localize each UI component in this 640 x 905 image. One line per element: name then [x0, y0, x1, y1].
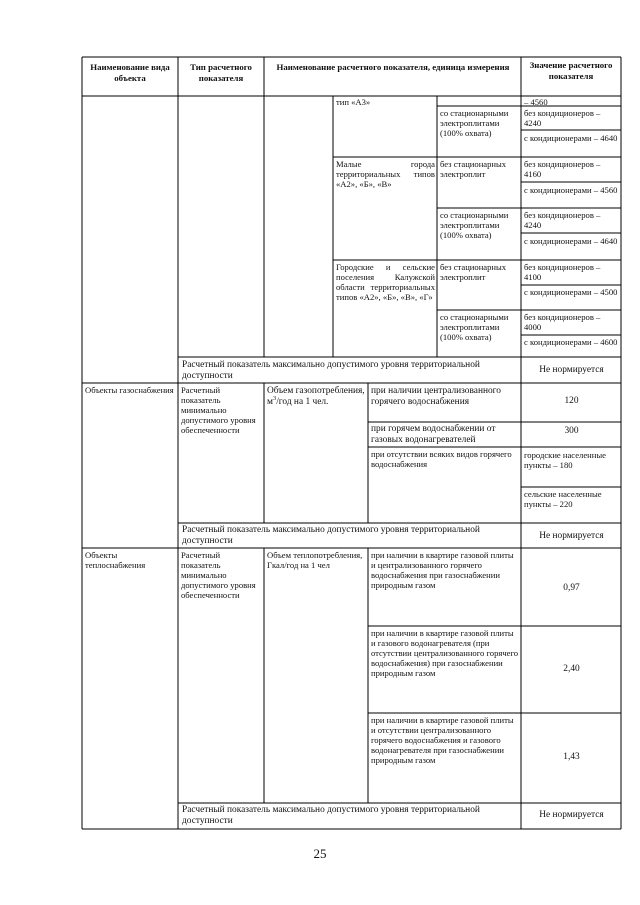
- gas-object: Объекты газоснабжения: [85, 385, 174, 395]
- gas-row3-value-rural: сельские населенные пункты – 220: [524, 489, 602, 509]
- gas-row1-value: 120: [564, 396, 579, 406]
- gas-indicator: [267, 386, 366, 408]
- heat-object: Объекты теплоснабжения: [85, 550, 146, 570]
- elec-a3-stove-no-ac: без кондиционеров – 4240: [524, 108, 601, 128]
- elec-rural-nostove-ac: с кондиционерами – 4500: [524, 287, 618, 297]
- gas-indicator-unit-sup: 3: [272, 394, 277, 402]
- elec-small-label: Малые города территориальных типов «А2», «Б», «В»: [336, 159, 435, 189]
- gas-access-label: Расчетный показатель максимально допустимого уровня территориальной доступности: [182, 525, 480, 546]
- heat-row2-value: 2,40: [563, 664, 580, 674]
- elec-rural-nostove: без стационарных электроплит: [440, 262, 507, 282]
- elec-small-nostove-ac: с кондиционерами – 4560: [524, 185, 618, 195]
- heat-row1-label: при наличии в квартире газовой плиты и централизованного горячего водоснабжения при газоснабжении природным газом: [371, 550, 514, 590]
- gas-indicator-type: Расчетный показатель минимально допустимого уровня обеспеченности: [181, 385, 256, 435]
- elec-small-stove: со стационарными электроплитами (100% охвата): [440, 210, 509, 240]
- elec-small-nostove-no-ac: без кондиционеров – 4160: [524, 159, 601, 179]
- elec-small-stove-ac: с кондиционерами – 4640: [524, 236, 618, 246]
- elec-a3-stove-ac: с кондиционерами – 4640: [524, 133, 618, 143]
- elec-small-nostove: без стационарных электроплит: [440, 159, 507, 179]
- heat-row3-label: при наличии в квартире газовой плиты и отсутствии централизованного горячего водоснабжения и газового водонагревателя при газоснабжении природным газом: [371, 715, 514, 765]
- gas-row3-value-urban: городские населенные пункты – 180: [524, 450, 606, 470]
- gas-indicator-pre: Объем газопотребления,: [267, 386, 365, 396]
- header-indicator-name: Наименование расчетного показателя, единица измерения: [276, 62, 510, 72]
- elec-rural-stove-ac: с кондиционерами – 4600: [524, 337, 618, 347]
- gas-indicator-unit-rest: /год на 1 чел.: [276, 397, 329, 407]
- heat-row2-label: при наличии в квартире газовой плиты и газового водонагревателя (при отсутствии централизованного горячего водоснабжения) при газоснабжении природным газом: [371, 628, 519, 678]
- elec-rural-label: Городские и сельские поселения Калужской области территориальных типов «А2», «Б», «В», «Г»: [336, 262, 435, 302]
- gas-row3-label: при отсутствии всяких видов горячего водоснабжения: [371, 449, 512, 469]
- elec-rural-nostove-no-ac: без кондиционеров – 4100: [524, 262, 601, 282]
- gas-row1-label: при наличии централизованного горячего водоснабжения: [371, 386, 501, 407]
- heat-indicator: Объем теплопотребления, Гкал/год на 1 чел: [267, 550, 363, 570]
- elec-access-label: Расчетный показатель максимально допустимого уровня территориальной доступности: [182, 360, 480, 381]
- heat-row1-value: 0,97: [563, 583, 580, 593]
- heat-access-label: Расчетный показатель максимально допустимого уровня территориальной доступности: [182, 805, 480, 826]
- header-indicator-type: Тип расчетного показателя: [190, 62, 252, 83]
- elec-small-stove-no-ac: без кондиционеров – 4240: [524, 210, 601, 230]
- header-object-kind: Наименование вида объекта: [90, 62, 170, 83]
- elec-a3-label: тип «А3»: [336, 97, 371, 107]
- gas-indicator-unit-m: м: [267, 397, 273, 407]
- heat-indicator-type: Расчетный показатель минимально допустимого уровня обеспеченности: [181, 550, 256, 600]
- heat-row3-value: 1,43: [563, 752, 580, 762]
- header-indicator-value: Значение расчетного показателя: [529, 60, 613, 81]
- gas-access-value: Не нормируется: [539, 531, 604, 541]
- gas-row2-label: при горячем водоснабжении от газовых водонагревателей: [371, 424, 496, 445]
- elec-a3-stove: со стационарными электроплитами (100% охвата): [440, 108, 509, 138]
- gas-row2-value: 300: [564, 426, 579, 436]
- elec-rural-stove: со стационарными электроплитами (100% охвата): [440, 312, 509, 342]
- page-number: 25: [313, 846, 327, 861]
- heat-access-value: Не нормируется: [539, 810, 604, 820]
- elec-rural-stove-no-ac: без кондиционеров – 4000: [524, 312, 601, 332]
- elec-a3-no-ac-tail: – 4560: [524, 97, 548, 107]
- elec-access-value: Не нормируется: [539, 365, 604, 375]
